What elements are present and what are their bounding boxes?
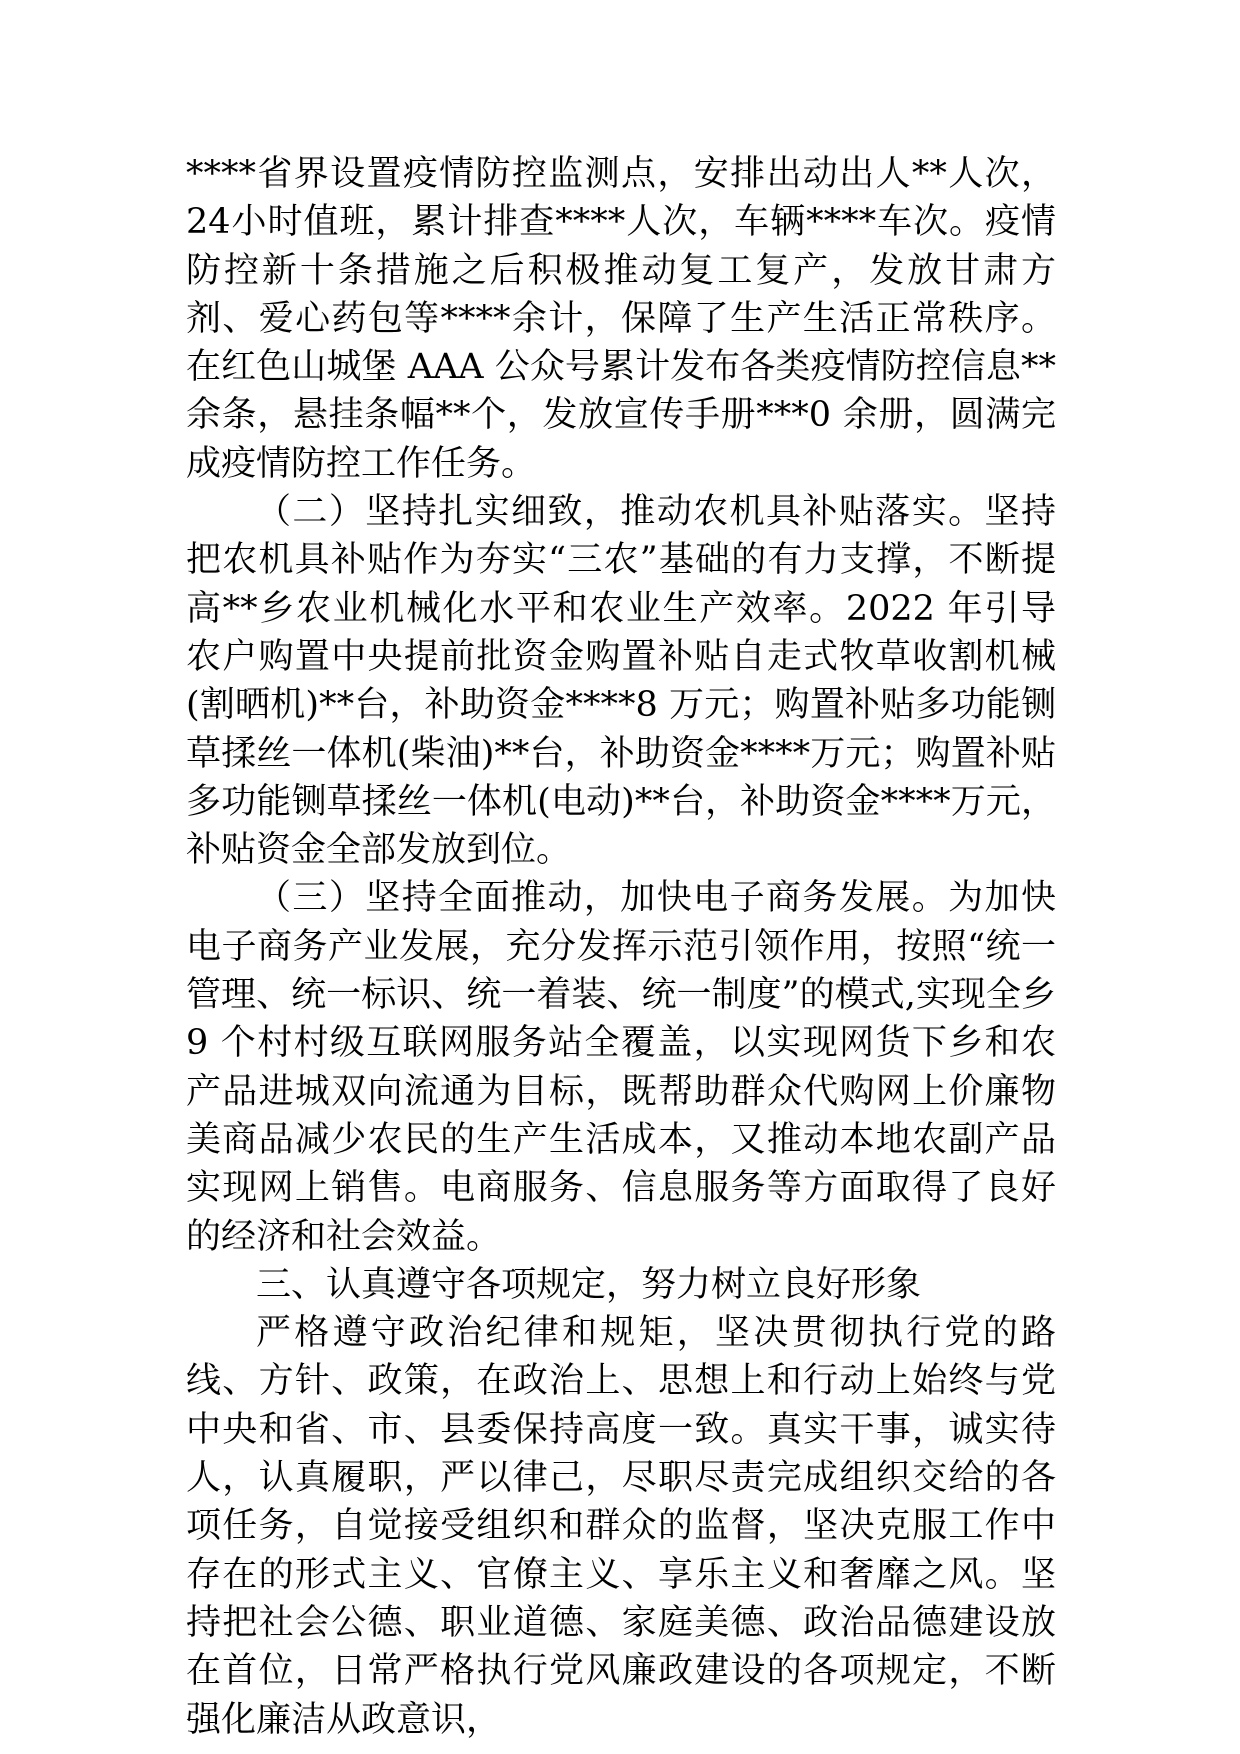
paragraph-epidemic-continued: ****省界设置疫情防控监测点，安排出动出人**人次，24小时值班，累计排查****人次，车辆****车次。疫情防控新十条措施之后积极推动复工复产，发放甘肃方剂、爱心药包等****余计，保障了生产生活正常秩序。在红色山城堡 AAA 公众号累计发布各类疫情防控信息**余条，悬挂条幅**个，发放宣传手册***0 余册，圆满完成疫情防控工作任务。 [186, 154, 1056, 484]
paragraph-farm-machinery-subsidy: （二）坚持扎实细致，推动农机具补贴落实。坚持把农机具补贴作为夯实“三农”基础的有力支撑，不断提高**乡农业机械化水平和农业生产效率。2022 年引导农户购置中央提前批资金购置补贴自走式牧草收割机械(割晒机)**台，补助资金****8 万元；购置补贴多功能铡草揉丝一体机(柴油)**台，补助资金****万元；购置补贴多功能铡草揉丝一体机(电动)**台，补助资金****万元，补贴资金全部发放到位。 [186, 492, 1056, 871]
paragraph-e-commerce: （三）坚持全面推动，加快电子商务发展。为加快电子商务产业发展，充分发挥示范引领作用，按照“统一管理、统一标识、统一着装、统一制度”的模式,实现全乡 9 个村村级互联网服务站全覆盖，以实现网货下乡和农产品进城双向流通为目标，既帮助群众代购网上价廉物美商品减少农民的生产生活成本，又推动本地农副产品实现网上销售。电商服务、信息服务等方面取得了良好的经济和社会效益。 [186, 878, 1056, 1257]
section-heading-three: 三、认真遵守各项规定，努力树立良好形象 [256, 1264, 922, 1305]
document-page [186, 150, 1056, 1744]
paragraph-discipline: 严格遵守政治纪律和规矩，坚决贯彻执行党的路线、方针、政策，在政治上、思想上和行动上始终与党中央和省、市、县委保持高度一致。真实干事，诚实待人，认真履职，严以律己，尽职尽责完成组织交给的各项任务，自觉接受组织和群众的监督，坚决克服工作中存在的形式主义、官僚主义、享乐主义和奢靡之风。坚持把社会公德、职业道德、家庭美德、政治品德建设放在首位，日常严格执行党风廉政建设的各项规定，不断强化廉洁从政意识， [186, 1313, 1056, 1740]
